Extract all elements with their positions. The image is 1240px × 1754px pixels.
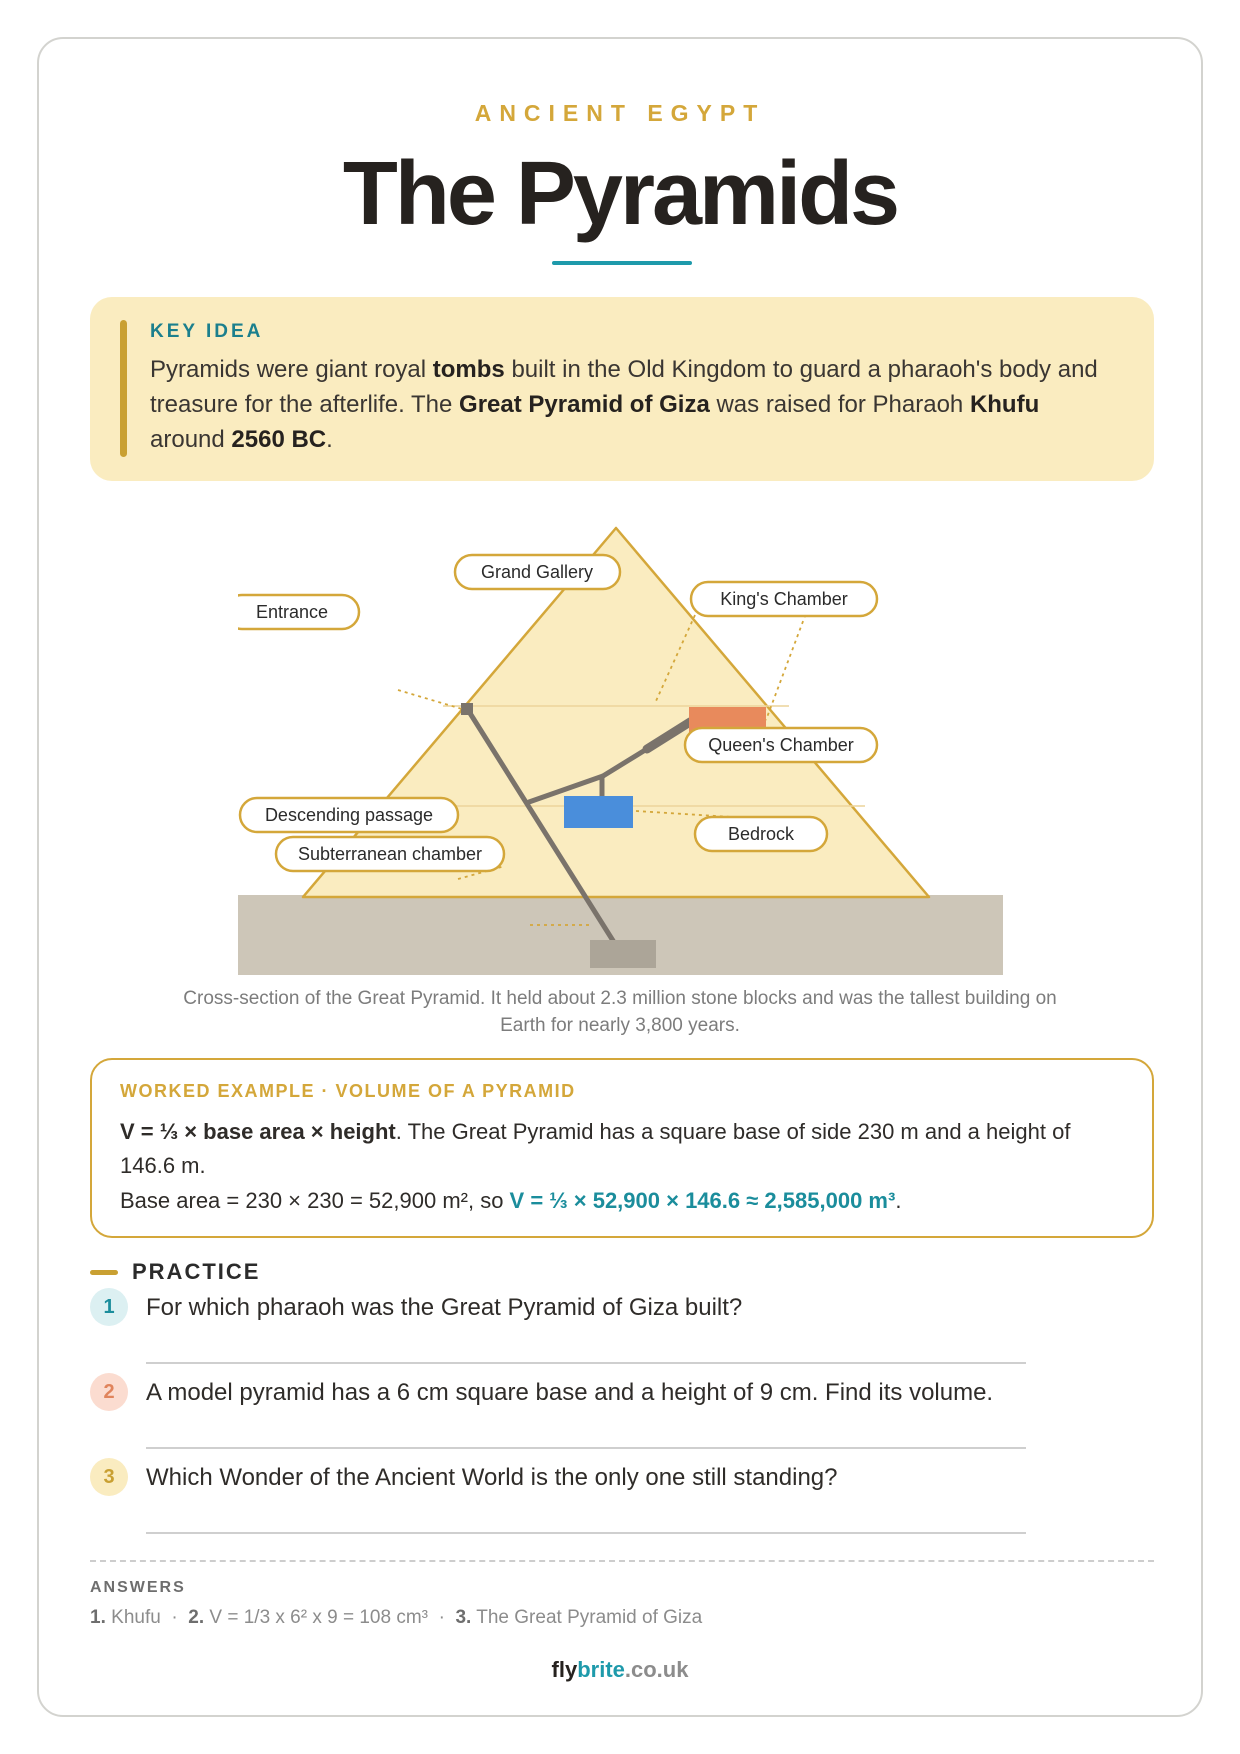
key-idea-text-part: . [326,426,333,453]
pyramid-cross-section-diagram [238,525,1003,975]
answer-number: 3. [455,1607,472,1628]
key-idea-accent-bar [120,320,127,457]
answers-list [90,1607,702,1629]
key-idea-text-part: Great Pyramid of Giza [459,391,710,418]
page-title: The Pyramids [342,144,898,244]
worked-example-statement-text: . The Great Pyramid has a square base of side 230 m and a height of 146.6 m. [120,1119,1071,1178]
label-grand-gallery-text: Grand Gallery [480,562,594,582]
key-idea-text-part: Khufu [969,391,1040,418]
answer-line[interactable] [146,1362,1026,1364]
brand-brite: brite [577,1657,625,1682]
key-idea-text-part: was raised for Pharaoh [709,391,970,418]
question-number-badge: 2 [90,1373,128,1411]
label-descending-passage [240,798,458,832]
key-idea-label: KEY IDEA [150,321,264,342]
question-text: For which pharaoh was the Great Pyramid of Giza built? [146,1294,743,1321]
title-underline [552,261,692,265]
subterranean-chamber-block [590,940,656,968]
key-idea-text-part: Pyramids were giant royal [150,356,433,383]
queens-chamber-block [564,796,633,828]
answers-heading: ANSWERS [90,1579,186,1596]
label-subterranean-chamber-text: Subterranean chamber [297,844,483,864]
worked-example-label: WORKED EXAMPLE · VOLUME OF A PYRAMID [120,1081,576,1101]
worked-example-statement [120,1115,1130,1183]
answer-text: V = 1/3 x 6² x 9 = 108 cm³ [209,1607,428,1628]
practice-heading: PRACTICE [132,1259,261,1284]
leader-line [766,608,808,720]
answer-text: Khufu [111,1607,161,1628]
answer-separator: · [171,1607,178,1628]
label-bedrock-text: Bedrock [727,824,795,844]
brand-fly: fly [551,1657,578,1682]
label-entrance-text: Entrance [255,602,329,622]
answer-line[interactable] [146,1447,1026,1449]
label-queens-chamber [685,728,877,762]
label-entrance [238,595,359,629]
label-kings-chamber-text: King's Chamber [720,589,848,609]
answer-separator: · [438,1607,445,1628]
footer-brand[interactable] [0,1657,1240,1683]
volume-result: V = ⅓ × 52,900 × 146.6 ≈ 2,585,000 m³ [509,1188,896,1213]
label-descending-passage-text: Descending passage [264,805,434,825]
answer-number: 1. [90,1607,106,1628]
practice-accent-dash [90,1270,118,1275]
worked-example-calculation [120,1184,1130,1218]
label-bedrock [695,817,827,851]
label-queens-chamber-text: Queen's Chamber [708,735,854,755]
leader-line [398,690,462,709]
answer-number: 2. [188,1607,205,1628]
calculation-suffix: . [895,1188,902,1213]
question-text: A model pyramid has a 6 cm square base and a height of 9 cm. Find its volume. [146,1379,994,1406]
question-text: Which Wonder of the Ancient World is the only one still standing? [146,1464,838,1491]
volume-formula: V = ⅓ × base area × height [120,1119,396,1144]
key-idea-text-part: around [150,426,232,453]
label-subterranean-chamber [276,837,504,871]
base-area-calculation: Base area = 230 × 230 = 52,900 m², so [120,1188,510,1213]
label-grand-gallery [455,555,620,589]
brand-domain: .co.uk [624,1657,689,1682]
entrance-marker [461,703,473,715]
diagram-caption: Cross-section of the Great Pyramid. It held about 2.3 million stone blocks and was the tallest building on Earth for nearly 3,800 years. [183,988,1057,1036]
question-number-badge: 1 [90,1288,128,1326]
key-idea-text [150,352,1110,457]
answers-divider [90,1560,1154,1562]
question-number-badge: 3 [90,1458,128,1496]
answer-text: The Great Pyramid of Giza [476,1607,703,1628]
subject-eyebrow: ANCIENT EGYPT [474,100,766,126]
key-idea-text-part: 2560 BC [231,426,327,453]
key-idea-text-part: tombs [432,356,505,383]
label-kings-chamber [691,582,877,616]
key-idea-text-part: built in the Old Kingdom to guard a pharaoh's body and treasure for the afterlife. The [150,356,1098,418]
answer-line[interactable] [146,1532,1026,1534]
